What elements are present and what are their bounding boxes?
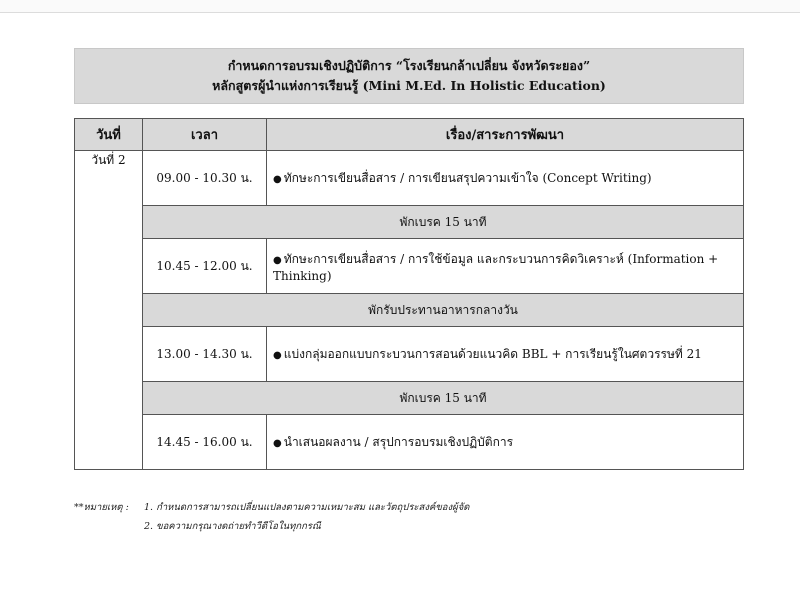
session-time: 10.45 - 12.00 น. (143, 239, 267, 294)
session-time: 14.45 - 16.00 น. (143, 415, 267, 470)
break-cell: พักเบรค 15 นาที (143, 206, 744, 239)
note-item: 2. ขอความกรุณางดถ่ายทำวีดีโอในทุกกรณี (144, 521, 321, 532)
notes-section (74, 498, 754, 536)
schedule-table (74, 118, 744, 470)
session-topic (267, 327, 744, 382)
break-row (75, 294, 744, 327)
session-topic (267, 239, 744, 294)
session-time: 13.00 - 14.30 น. (143, 327, 267, 382)
top-border (0, 0, 800, 13)
document-title-box (74, 48, 744, 104)
notes-label: **หมายเหตุ : (74, 502, 129, 513)
bullet-icon: ● (273, 437, 282, 449)
day-cell: วันที่ 2 (75, 151, 143, 470)
note-row (74, 517, 754, 536)
header-time: เวลา (143, 119, 267, 151)
session-topic (267, 415, 744, 470)
break-row (75, 206, 744, 239)
table-header-row (75, 119, 744, 151)
session-topic-text: แบ่งกลุ่มออกแบบกระบวนการสอนด้วยแนวคิด BBL + การเรียนรู้ในศตวรรษที่ 21 (283, 346, 702, 361)
table-row (75, 151, 744, 206)
table-row (75, 327, 744, 382)
bullet-icon: ● (273, 254, 282, 266)
session-time: 09.00 - 10.30 น. (143, 151, 267, 206)
header-topic: เรื่อง/สาระการพัฒนา (267, 119, 744, 151)
break-cell: พักรับประทานอาหารกลางวัน (143, 294, 744, 327)
table-row (75, 239, 744, 294)
notes-label-spacer (74, 517, 144, 536)
session-topic-text: ทักษะการเขียนสื่อสาร / การใช้ข้อมูล และกระบวนการคิดวิเคราะห์ (Information + Thinking) (273, 251, 719, 283)
session-topic (267, 151, 744, 206)
session-topic-text: นำเสนอผลงาน / สรุปการอบรมเชิงปฏิบัติการ (283, 434, 514, 449)
title-line-2: หลักสูตรผู้นำแห่งการเรียนรู้ (Mini M.Ed. In Holistic Education) (212, 78, 606, 93)
break-cell: พักเบรค 15 นาที (143, 382, 744, 415)
table-row (75, 415, 744, 470)
session-topic-text: ทักษะการเขียนสื่อสาร / การเขียนสรุปความเข้าใจ (Concept Writing) (283, 170, 652, 185)
break-row (75, 382, 744, 415)
bullet-icon: ● (273, 349, 282, 361)
note-item: 1. กำหนดการสามารถเปลี่ยนแปลงตามความเหมาะสม และวัตถุประสงค์ของผู้จัด (144, 502, 470, 513)
header-day: วันที่ (75, 119, 143, 151)
bullet-icon: ● (273, 173, 282, 185)
note-row (74, 498, 754, 517)
title-line-1: กำหนดการอบรมเชิงปฏิบัติการ “โรงเรียนกล้าเปลี่ยน จังหวัดระยอง” (227, 58, 591, 73)
